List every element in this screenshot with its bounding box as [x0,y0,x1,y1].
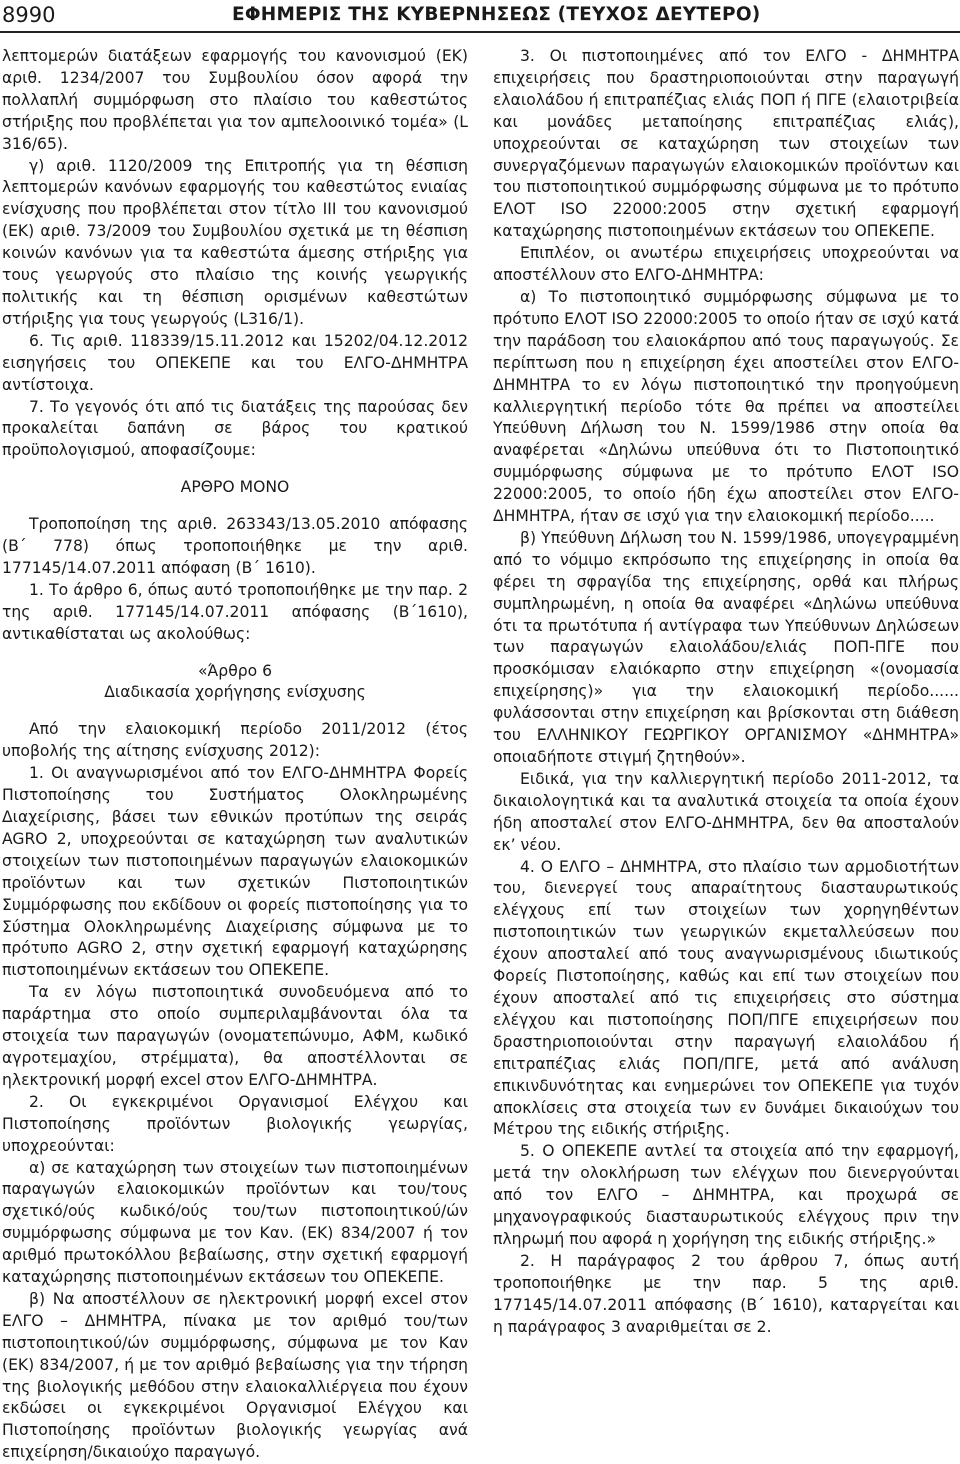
paragraph: 1. Οι αναγνωρισμένοι από τον ΕΛΓΟ-ΔΗΜΗΤΡΑ Φορείς Πιστοποίησης του Συστήματος Ολοκληρωμένης Διαχείρισης, βάσει των εθνικών προτύπων της σειράς AGRO 2, υποχρεούνται σε καταχώρηση των αναλυτικών στοιχείων των πιστοποιημένων παραγωγών ελαιοκομικών προϊόντων και των σχετικών Πιστοποιητικών Συμμόρφωσης που εκδίδουν οι φορείς πιστοποίησης για το Σύστημα Ολοκληρωμένης Διαχείρισης σύμφωνα με το πρότυπο AGRO 2, στην σχετική εφαρμογή καταχώρησης πιστοποιημένων εκτάσεων του ΟΠΕΚΕΠΕ. [2,764,468,980]
gazette-title: ΕΦΗΜΕΡΙΣ ΤΗΣ ΚΥΒΕΡΝΗΣΕΩΣ (ΤΕΥΧΟΣ ΔΕΥΤΕΡΟ) [232,4,761,25]
paragraph: β) Υπεύθυνη Δήλωση του Ν. 1599/1986, υπογεγραμμένη από το νόμιμο εκπρόσωπο της επιχείρησης in οποία θα φέρει τη σφραγίδα της επιχείρησης, ορθά και πλήρως συμπληρωμένη, η οποία θα αναφέρει «Δηλώνω υπεύθυνα ότι τα πρωτότυπα ή αντίγραφα των Υπεύθυνων Δηλώσεων των παραγωγών ελαιολάδου/ελιάς ΠΟΠ-ΠΓΕ που προσκόμισαν ελαιόκαρπο στην επιχείρηση «(ονομασία επιχείρησης)» για την ελαιοκομική περίοδο...... φυλάσσονται στην επιχείρηση και βρίσκονται στη διάθεση του ΕΛΛΗΝΙΚΟΥ ΓΕΩΡΓΙΚΟΥ ΟΡΓΑΝΙΣΜΟΥ «ΔΗΜΗΤΡΑ» οποιαδήποτε στιγμή ζητηθούν». [493,528,959,766]
paragraph: Τροποποίηση της αριθ. 263343/13.05.2010 απόφασης (Β΄ 778) όπως τροποποιήθηκε με την αριθ. 177145/14.07.2011 απόφαση (Β΄ 1610). [2,515,468,577]
paragraph: 3. Οι πιστοποιημένες από τον ΕΛΓΟ - ΔΗΜΗΤΡΑ επιχειρήσεις που δραστηριοποιούνται στην παραγωγή ελαιολάδου ή επιτραπέζιας ελιάς ΠΟΠ ή ΠΓΕ (ελαιοτριβεία και μονάδες μεταποίησης επιτραπέζιας ελιάς), υποχρεούνται σε καταχώρηση των στοιχείων των συνεργαζόμενων παραγωγών ελαιοκομικών προϊόντων και του πιστοποιητικού συμμόρφωσης σύμφωνα με το πρότυπο ΕΛΟΤ ISO 22000:2005 στην σχετική εφαρμογή καταχώρησης πιστοποιημένων εκτάσεων του ΟΠΕΚΕΠΕ. [493,47,959,241]
paragraph: 2. Οι εγκεκριμένοι Οργανισμοί Ελέγχου και Πιστοποίησης προϊόντων βιολογικής γεωργίας, υποχρεούνται: [2,1092,468,1155]
paragraph: Τα εν λόγω πιστοποιητικά συνοδευόμενα από το παράρτημα στο οποίο συμπεριλαμβάνονται όλα τα στοιχεία των παραγωγών (ονοματεπώνυμο, ΑΦΜ, κωδικό αγροτεμαχίου, στρέμματα), θα αποστέλλονται σε ηλεκτρονική μορφή excel στον ΕΛΓΟ-ΔΗΜΗΤΡΑ. [2,983,468,1089]
paragraph: Επιπλέον, οι ανωτέρω επιχειρήσεις υποχρεούνται να αποστέλλουν στο ΕΛΓΟ-ΔΗΜΗΤΡΑ: [493,244,959,285]
article-heading: ΑΡΘΡΟ ΜΟΝΟ [180,478,290,497]
article-6-title: «Άρθρο 6 [197,661,273,680]
paragraph: 7. Το γεγονός ότι από τις διατάξεις της παρούσας δεν προκαλείται δαπάνη σε βάρος του κρατικού προϋπολογισμού, αποφασίζουμε: [2,397,468,460]
right-column [493,46,959,1338]
paragraph: α) σε καταχώρηση των στοιχείων των πιστοποιημένων παραγωγών ελαιοκομικών προϊόντων και του/τους σχετικό/ούς κωδικό/ούς του/των πιστοποιητικού/ών συμμόρφωσης σύμφωνα με τον Καν. (ΕΚ) 834/2007 ή τον αριθμό πρωτοκόλλου βεβαίωσης, στην σχετική εφαρμογή καταχώρησης πιστοποιημένων εκτάσεων του ΟΠΕΚΕΠΕ. [2,1158,468,1287]
page-header [0,0,960,34]
paragraph: α) Το πιστοποιητικό συμμόρφωσης σύμφωνα με το πρότυπο ΕΛΟΤ ISO 22000:2005 το οποίο ήταν σε ισχύ κατά την παράδοση του ελαιοκάρπου από τους παραγωγούς. Σε περίπτωση που η επιχείρηση έχει αποστείλει στον ΕΛΓΟ-ΔΗΜΗΤΡΑ το εν λόγω πιστοποιητικό την προηγούμενη καλλιεργητική περίοδο τότε θα πρέπει να αποστείλει Υπεύθυνη Δήλωση του Ν. 1599/1986 στην οποία θα αναφέρεται «Δηλώνω υπεύθυνα ότι το Πιστοποιητικό συμμόρφωσης σύμφωνα με το πρότυπο ΕΛΟΤ ISO 22000:2005, το οποίο ήδη έχω αποστείλει στον ΕΛΓΟ- ΔΗΜΗΤΡΑ, ήταν σε ισχύ για την ελαιοκομική περίοδο..... [493,287,959,526]
paragraph: γ) αριθ. 1120/2009 της Επιτροπής για τη θέσπιση λεπτομερών κανόνων εφαρμογής του καθεστώτος ενιαίας ενίσχυσης που προβλέπεται στον τίτλο III του κανονισμού (ΕΚ) αριθ. 73/2009 του Συμβουλίου σχετικά με τη θέσπιση κοινών κανόνων για τα καθεστώτα άμεσης στήριξης για τους γεωργούς στο πλαίσιο της κοινής γεωργικής πολιτικής και τη θέσπιση ορισμένων καθεστώτων στήριξης για τους γεωργούς (L316/1). [2,156,468,328]
article-6-subtitle: Διαδικασία χορήγησης ενίσχυσης [104,683,366,702]
header-rule [0,31,960,33]
paragraph: 6. Τις αριθ. 118339/15.11.2012 και 15202/04.12.2012 εισηγήσεις του ΟΠΕΚΕΠΕ και του ΕΛΓΟ-ΔΗΜΗΤΡΑ αντίστοιχα. [2,331,468,394]
paragraph: 2. Η παράγραφος 2 του άρθρου 7, όπως αυτή τροποποιήθηκε με την παρ. 5 της αριθ. 177145/14.07.2011 απόφασης (Β΄ 1610), καταργείται και η παράγραφος 3 αναριθμείται σε 2. [493,1251,959,1336]
page-number: 8990 [2,3,56,27]
paragraph: Από την ελαιοκομική περίοδο 2011/2012 (έτος υποβολής της αίτησης ενίσχυσης 2012): [2,720,468,761]
paragraph: λεπτομερών διατάξεων εφαρμογής του κανονισμού (ΕΚ) αριθ. 1234/2007 του Συμβουλίου όσον αφορά την πολλαπλή συμμόρφωση στο πλαίσιο του καθεστώτος στήριξης που προβλέπεται για τον αμπελοοινικό τομέα» (L 316/65). [2,47,468,153]
paragraph: β) Να αποστέλλουν σε ηλεκτρονική μορφή excel στον ΕΛΓΟ – ΔΗΜΗΤΡΑ, πίνακα με τον αριθμό του/των πιστοποιητικού/ών συμμόρφωσης, σύμφωνα με τον Καν (ΕΚ) 834/2007, ή με τον αριθμό βεβαίωσης για την τήρηση της βιολογικής μεθόδου στην ελαιοκαλλιέργεια που έχουν εκδώσει οι εγκεκριμένοι Οργανισμοί Ελέγχου και Πιστοποίησης προϊόντων βιολογικής γεωργίας ανά επιχείρηση/δικαιούχο παραγωγό. [2,1289,468,1462]
paragraph: 5. Ο ΟΠΕΚΕΠΕ αντλεί τα στοιχεία από την εφαρμογή, μετά την ολοκλήρωση των ελέγχων που διενεργούνται από τον ΕΛΓΟ – ΔΗΜΗΤΡΑ, και προχωρά σε μηχανογραφικούς διασταυρωτικούς ελέγχους πριν την πληρωμή που αφορά η χορήγηση της ειδικής στήριξης.» [493,1142,959,1248]
paragraph: Ειδικά, για την καλλιεργητική περίοδο 2011-2012, τα δικαιολογητικά και τα αναλυτικά στοιχεία τα οποία έχουν ήδη αποσταλεί στον ΕΛΓΟ-ΔΗΜΗΤΡΑ, δεν θα αποσταλούν εκ’ νέου. [493,769,959,854]
paragraph: 4. Ο ΕΛΓΟ – ΔΗΜΗΤΡΑ, στο πλαίσιο των αρμοδιοτήτων του, διενεργεί τους απαραίτητους διασταυρωτικούς ελέγχους επί των στοιχείων των χορηγηθέντων πιστοποιητικών των γεωργικών εκμεταλλεύσεων που έχουν αποσταλεί από τους αναγνωρισμένους ιδιωτικούς Φορείς Πιστοποίησης, καθώς και επί των στοιχείων που έχουν αποσταλεί από τις επιχειρήσεις στο σύστημα ελέγχου και πιστοποίησης ΠΟΠ/ΠΓΕ επιχειρήσεων που δραστηριοποιούνται στην παραγωγή ελαιολάδου ή επιτραπέζιας ελιάς ΠΟΠ/ΠΓΕ, μετά από ανάλυση επικινδυνότητας και ενημερώνει τον ΟΠΕΚΕΠΕ για τυχόν αποκλίσεις στα στοιχεία των εν δυνάμει δικαιούχων του Μέτρου της ειδικής στήριξης. [493,857,959,1139]
paragraph: 1. Το άρθρο 6, όπως αυτό τροποποιήθηκε με την παρ. 2 της αριθ. 177145/14.07.2011 απόφασης (Β΄1610), αντικαθίσταται ως ακολούθως: [2,580,468,643]
left-column [2,46,468,1464]
